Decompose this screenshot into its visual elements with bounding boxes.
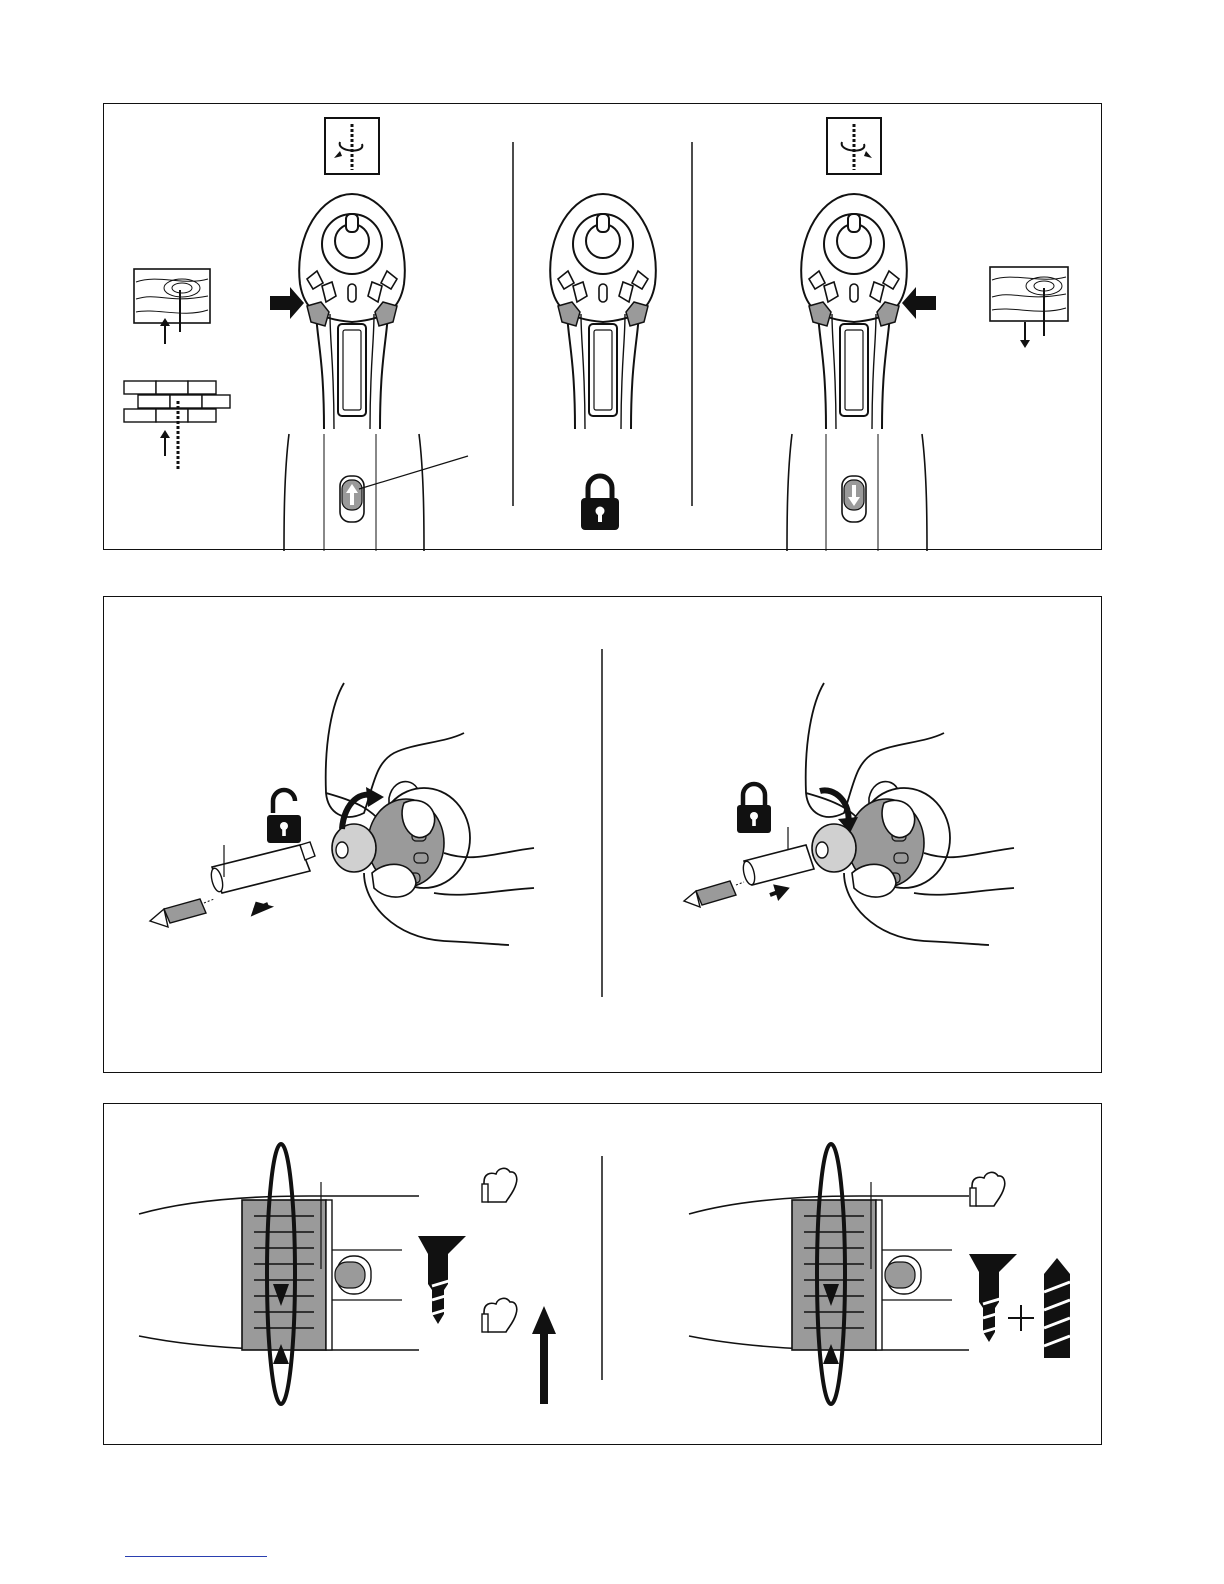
push-right-arrow	[270, 287, 304, 319]
padlock-locked-icon	[737, 784, 771, 833]
bit-holder-illustration	[104, 597, 1103, 1074]
torque-collar-illustration	[104, 1104, 1103, 1446]
bit-holder-panel	[103, 596, 1102, 1073]
padlock-locked-icon	[581, 476, 619, 530]
counterclockwise-rotation-icon	[827, 118, 881, 174]
drill-forward	[299, 194, 405, 429]
clockwise-rotation-icon	[325, 118, 379, 174]
padlock-open-icon	[267, 790, 301, 843]
screw-icon-drill-mode	[969, 1254, 1017, 1342]
strength-arm-icon-max	[970, 1172, 1005, 1206]
footer-rule	[125, 1556, 267, 1557]
wood-screw-reverse-icon	[990, 267, 1068, 348]
torque-collar-panel	[103, 1103, 1102, 1445]
direction-switch-panel	[103, 103, 1102, 550]
hand-icon	[326, 683, 534, 945]
pull-out-arrow	[254, 904, 268, 913]
direction-switch-illustration	[104, 104, 1103, 551]
screw-icon	[418, 1236, 466, 1324]
bit-icon-right	[684, 881, 744, 907]
torque-collar-icon	[139, 1144, 419, 1404]
push-in-arrow	[770, 887, 786, 897]
torque-collar-icon-drill	[689, 1144, 969, 1404]
increase-torque-arrow	[532, 1306, 556, 1404]
wood-screw-icon	[134, 269, 210, 344]
strength-arm-icon-low	[482, 1298, 517, 1332]
drill-bit-icon	[1044, 1258, 1070, 1358]
bit-holder-inserted-icon	[741, 827, 814, 886]
brick-drill-icon	[124, 381, 230, 470]
plus-icon	[1008, 1305, 1034, 1331]
handle-reverse	[787, 434, 927, 551]
bit-icon	[150, 899, 214, 927]
hand-icon-right	[806, 683, 1014, 945]
push-left-arrow	[902, 287, 936, 319]
drill-reverse	[801, 194, 907, 429]
drill-neutral	[550, 194, 656, 429]
strength-arm-icon	[482, 1168, 517, 1202]
handle-forward	[284, 434, 468, 551]
bit-holder-icon	[209, 842, 315, 893]
